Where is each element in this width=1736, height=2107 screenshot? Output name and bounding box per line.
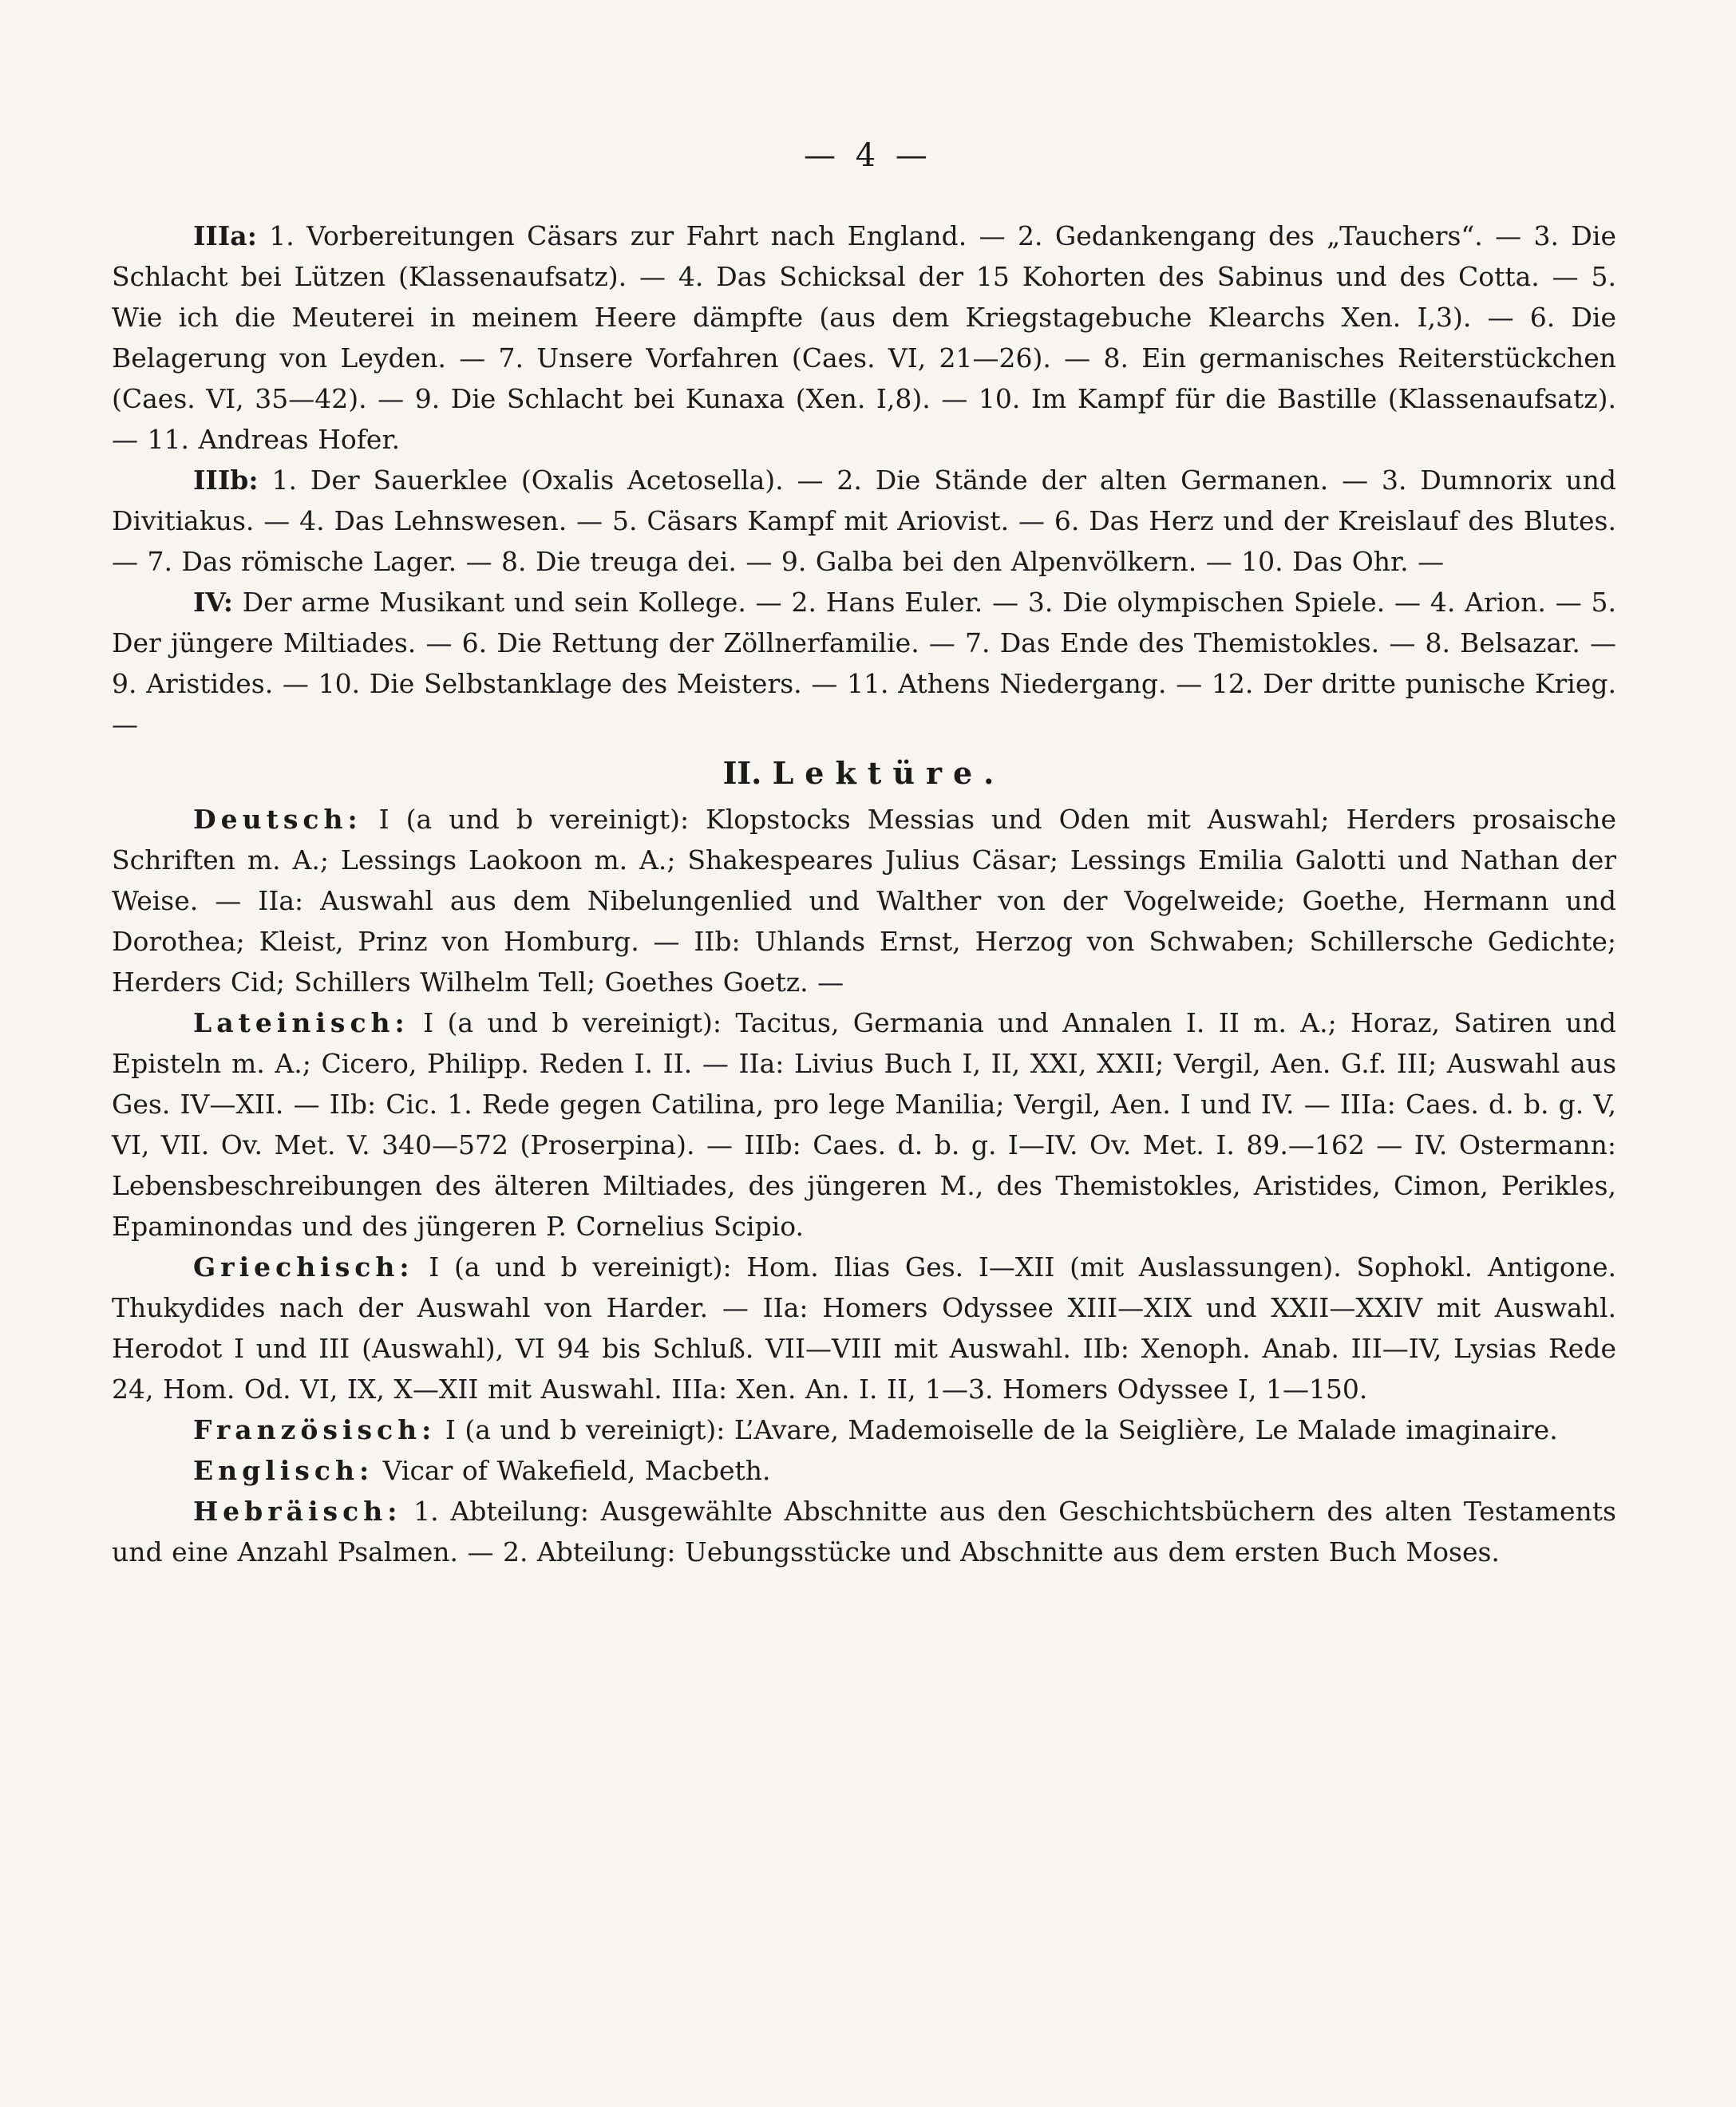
class-label-IIIa: IIIa: bbox=[193, 220, 257, 251]
paragraph-text: I (a und b vereinigt): Hom. Ilias Ges. I—XII (mit Auslassungen). Sophokl. Antigone. Thukydides nach der Auswahl von Harder. — IIa: Homers Odyssee XIII—XIX und XXII—XXIV mit Auswahl. Herodot I und III (Auswahl), VI 94 bis Schluß. VII—VIII mit Auswahl. IIb: Xenoph. Anab. III—IV, Lysias Rede 24, Hom. Od. VI, IX, X—XII mit Auswahl. IIIa: Xen. An. I. II, 1—3. Homers Odyssee I, 1—150. bbox=[112, 1251, 1616, 1405]
paragraph-franzoesisch bbox=[112, 1409, 1616, 1450]
paragraph-deutsch bbox=[112, 799, 1616, 1002]
paragraph-lateinisch bbox=[112, 1002, 1616, 1247]
paragraph-text: 1. Vorbereitungen Cäsars zur Fahrt nach England. — 2. Gedankengang des „Tauchers“. — 3. Die Schlacht bei Lützen (Klassenaufsatz). — 4. Das Schicksal der 15 Kohorten des Sabinus und des Cotta. — 5. Wie ich die Meuterei in meinem Heere dämpfte (aus dem Kriegstagebuche Klearchs Xen. I,3). — 6. Die Belagerung von Leyden. — 7. Unsere Vorfahren (Caes. VI, 21—26). — 8. Ein germanisches Reiterstückchen (Caes. VI, 35—42). — 9. Die Schlacht bei Kunaxa (Xen. I,8). — 10. Im Kampf für die Bastille (Klassenaufsatz). — 11. Andreas Hofer. bbox=[112, 220, 1616, 455]
paragraph-IV bbox=[112, 582, 1616, 745]
paragraph-text: 1. Abteilung: Ausgewählte Abschnitte aus den Geschichtsbüchern des alten Testaments und eine Anzahl Psalmen. — 2. Abteilung: Uebungsstücke und Abschnitte aus dem ersten Buch Moses. bbox=[112, 1496, 1616, 1567]
subject-label-englisch: Englisch: bbox=[193, 1455, 374, 1486]
paragraph-text: I (a und b vereinigt): L’Avare, Mademoiselle de la Seiglière, Le Malade imaginaire. bbox=[445, 1414, 1558, 1445]
paragraph-IIIa bbox=[112, 215, 1616, 460]
heading-numeral: II. bbox=[722, 755, 762, 791]
paragraph-text: 1. Der Sauerklee (Oxalis Acetosella). — 2. Die Stände der alten Germanen. — 3. Dumnorix und Divitiakus. — 4. Das Lehnswesen. — 5. Cäsars Kampf mit Ariovist. — 6. Das Herz und der Kreislauf des Blutes. — 7. Das römische Lager. — 8. Die treuga dei. — 9. Galba bei den Alpenvölkern. — 10. Das Ohr. — bbox=[112, 464, 1616, 577]
subject-label-griechisch: Griechisch: bbox=[193, 1251, 414, 1283]
class-label-IV: IV: bbox=[193, 587, 233, 618]
paragraph-englisch bbox=[112, 1450, 1616, 1491]
page-content bbox=[112, 215, 1616, 1572]
paragraph-text: Vicar of Wakefield, Macbeth. bbox=[382, 1455, 771, 1486]
page-number: — 4 — bbox=[804, 137, 932, 174]
paragraph-IIIb bbox=[112, 460, 1616, 582]
paragraph-hebraeisch bbox=[112, 1491, 1616, 1572]
class-label-IIIb: IIIb: bbox=[193, 464, 259, 496]
heading-title: Lektüre. bbox=[772, 755, 1006, 791]
section-heading bbox=[112, 751, 1616, 796]
subject-label-franzoesisch: Französisch: bbox=[193, 1414, 437, 1445]
paragraph-text: I (a und b vereinigt): Klopstocks Messias und Oden mit Auswahl; Herders prosaische Schriften m. A.; Lessings Laokoon m. A.; Shakespeares Julius Cäsar; Lessings Emilia Galotti und Nathan der Weise. — IIa: Auswahl aus dem Nibelungenlied und Walther von der Vogelweide; Goethe, Hermann und Dorothea; Kleist, Prinz von Homburg. — IIb: Uhlands Ernst, Herzog von Schwaben; Schillersche Gedichte; Herders Cid; Schillers Wilhelm Tell; Goethes Goetz. — bbox=[112, 804, 1616, 998]
subject-label-deutsch: Deutsch: bbox=[193, 804, 362, 835]
paragraph-griechisch bbox=[112, 1247, 1616, 1409]
subject-label-hebraeisch: Hebräisch: bbox=[193, 1496, 402, 1527]
subject-label-lateinisch: Lateinisch: bbox=[193, 1007, 409, 1038]
paragraph-text: Der arme Musikant und sein Kollege. — 2. Hans Euler. — 3. Die olympischen Spiele. — 4. Arion. — 5. Der jüngere Miltiades. — 6. Die Rettung der Zöllnerfamilie. — 7. Das Ende des Themistokles. — 8. Belsazar. — 9. Aristides. — 10. Die Selbstanklage des Meisters. — 11. Athens Niedergang. — 12. Der dritte punische Krieg. — bbox=[112, 587, 1616, 740]
paragraph-text: I (a und b vereinigt): Tacitus, Germania und Annalen I. II m. A.; Horaz, Satiren und Episteln m. A.; Cicero, Philipp. Reden I. II. — IIa: Livius Buch I, II, XXI, XXII; Vergil, Aen. G.f. III; Auswahl aus Ges. IV—XII. — IIb: Cic. 1. Rede gegen Catilina, pro lege Manilia; Vergil, Aen. I und IV. — IIIa: Caes. d. b. g. V, VI, VII. Ov. Met. V. 340—572 (Proserpina). — IIIb: Caes. d. b. g. I—IV. Ov. Met. I. 89.—162 — IV. Ostermann: Lebensbeschreibungen des älteren Miltiades, des jüngeren M., des Themistokles, Aristides, Cimon, Perikles, Epaminondas und des jüngeren P. Cornelius Scipio. bbox=[112, 1007, 1616, 1242]
